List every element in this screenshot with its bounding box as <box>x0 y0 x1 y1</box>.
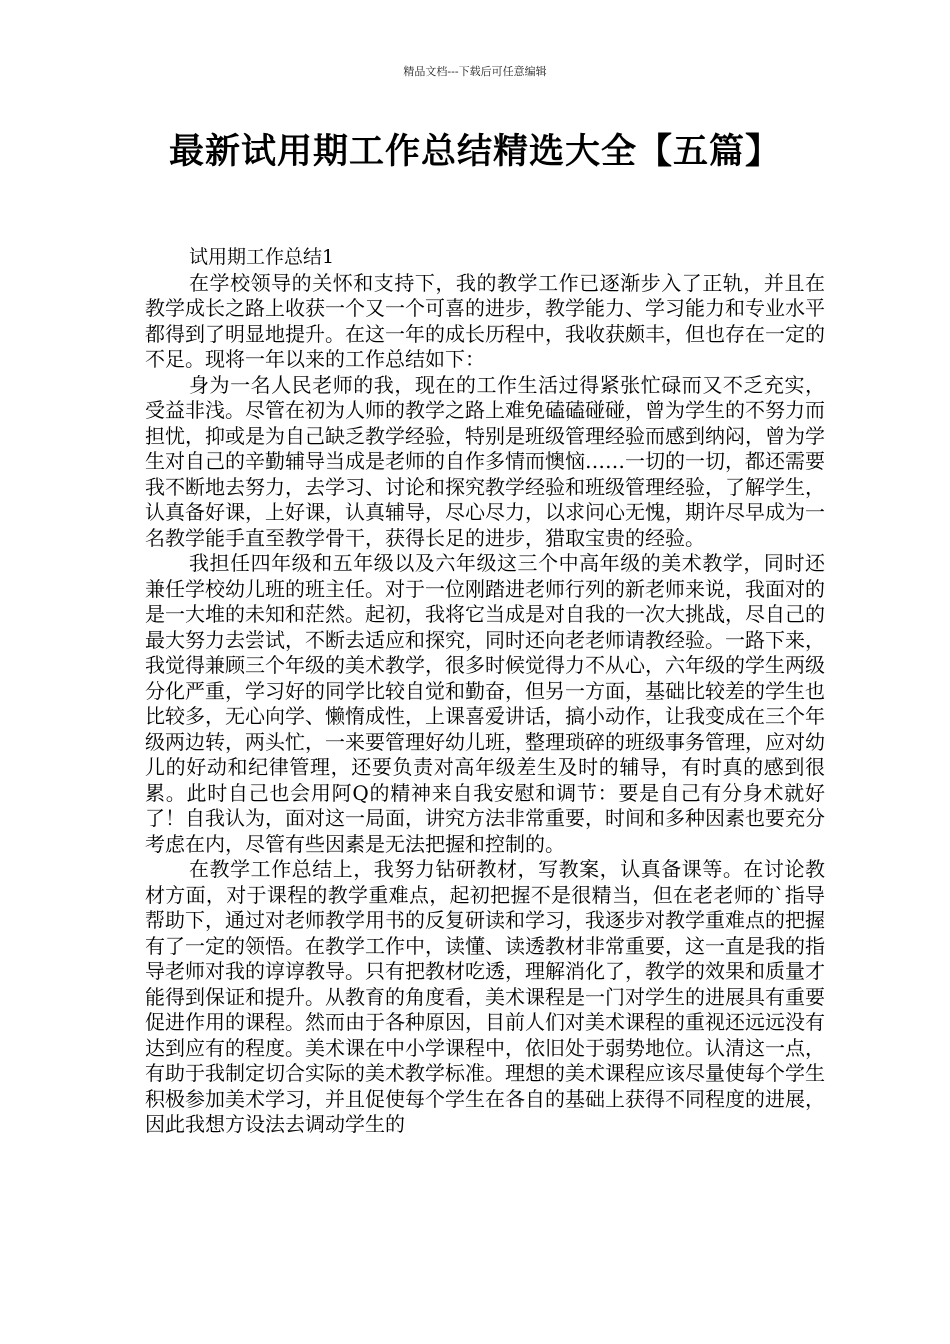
document-body <box>145 245 825 1138</box>
section-heading: 试用期工作总结1 <box>189 246 335 268</box>
paragraph-4: 在教学工作总结上，我努力钻研教材，写教案，认真备课等。在讨论教材方面，对于课程的教学重难点，起初把握不是很精当，但在老老师的`指导帮助下，通过对老师教学用书的反复研读和学习，我逐步对教学重难点的把握有了一定的领悟。在教学工作中，读懂、读透教材非常重要，这一直是我的指导老师对我的谆谆教导。只有把教材吃透，理解消化了，教学的效果和质量才能得到保证和提升。从教育的角度看，美术课程是一门对学生的进展具有重要促进作用的课程。然而由于各种原因，目前人们对美术课程的重视还远远没有达到应有的程度。美术课在中小学课程中，依旧处于弱势地位。认清这一点，有助于我制定切合实际的美术教学标准。理想的美术课程应该尽量使每个学生积极参加美术学习，并且促使每个学生在各自的基础上获得不同程度的进展，因此我想方设法去调动学生的 <box>145 857 825 1136</box>
document-title: 最新试用期工作总结精选大全【五篇】 <box>168 132 781 172</box>
paragraph-1: 在学校领导的关怀和支持下，我的教学工作已逐渐步入了正轨，并且在教学成长之路上收获一个又一个可喜的进步，教学能力、学习能力和专业水平都得到了明显地提升。在这一年的成长历程中，我收获颇丰，但也存在一定的不足。现将一年以来的工作总结如下： <box>145 270 825 371</box>
page-header-note: 精品文档---下载后可任意编辑 <box>403 65 547 78</box>
paragraph-2: 身为一名人民老师的我，现在的工作生活过得紧张忙碌而又不乏充实，受益非浅。尽管在初为人师的教学之路上难免磕磕碰碰，曾为学生的不努力而担忧，抑或是为自己缺乏教学经验，特别是班级管理经验而感到纳闷，曾为学生对自己的辛勤辅导当成是老师的自作多情而懊恼……一切的一切，都还需要我不断地去努力，去学习、讨论和探究教学经验和班级管理经验，了解学生，认真备好课，上好课，认真辅导，尽心尽力，以求问心无愧，期许尽早成为一名教学能手直至教学骨干，获得长足的进步，猎取宝贵的经验。 <box>145 372 825 550</box>
paragraph-3: 我担任四年级和五年级以及六年级这三个中高年级的美术教学，同时还兼任学校幼儿班的班主任。对于一位刚踏进老师行列的新老师来说，我面对的是一大堆的未知和茫然。起初，我将它当成是对自我的一次大挑战，尽自己的最大努力去尝试，不断去适应和探究，同时还向老老师请教经验。一路下来，我觉得兼顾三个年级的美术教学，很多时候觉得力不从心，六年级的学生两级分化严重，学习好的同学比较自觉和勤奋，但另一方面，基础比较差的学生也比较多，无心向学、懒惰成性，上课喜爱讲话，搞小动作，让我变成在三个年级两边转，两头忙，一来要管理好幼儿班，整理琐碎的班级事务管理，应对幼儿的好动和纪律管理，还要负责对高年级差生及时的辅导，有时真的感到很累。此时自己也会用阿Q的精神来自我安慰和调节：要是自己有分身术就好了！自我认为，面对这一局面，讲究方法非常重要，时间和多种因素也要充分考虑在内，尽管有些因素是无法把握和控制的。 <box>145 551 825 856</box>
